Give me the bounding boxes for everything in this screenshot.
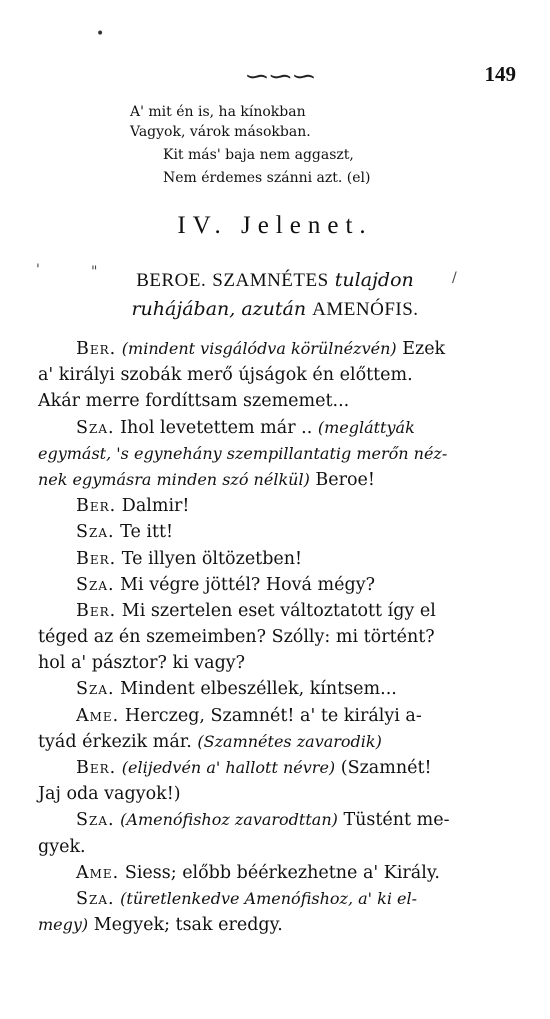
speaker-label: Ber. [76,496,117,517]
dialogue-line [38,572,516,598]
dialogue-block [38,336,516,938]
stage-direction: (elijedvén a' hallott névre) [121,758,336,777]
speaker-label: Sza. [76,679,115,700]
speaker-label: Sza. [76,574,115,595]
dialogue-text: Herczeg, Szamnét! a' te királyi a- [124,705,422,726]
dialogue-line [38,834,516,860]
dialogue-text: Te illyen öltözetben! [121,548,303,569]
dialogue-line [38,912,516,938]
dialogue-line [38,807,516,833]
speaker-label: Sza. [76,522,115,543]
stage-direction: nek egymásra minden szó nélkül) [38,469,310,489]
dialogue-text: gyek. [38,836,86,857]
dialogue-line [38,493,516,519]
dialogue-line [38,860,516,886]
stray-mark-left: ' [36,262,40,278]
dialogue-line [38,650,516,676]
dialogue-text: Tüstént me- [343,810,450,831]
character-name: SZAMNÉTES [212,270,329,291]
dialogue-line [38,519,516,545]
dialogue-line [38,441,516,467]
stage-direction: egymást, 's egynehány szempillantatig merőn néz- [38,443,448,463]
dialogue-text: Beroe! [315,469,375,490]
verse-line: A' mit én is, ha kínokban [130,104,306,120]
stage-note: ruhájában, azután [131,298,307,320]
verse-line: Nem érdemes szánni azt. (el) [163,170,371,186]
stage-direction: (Amenófishoz zavarodttan) [120,810,338,830]
stage-direction: (megláttyák [317,417,415,437]
stray-ink-dot: • [96,26,105,42]
stage-direction: megy) [38,915,89,935]
dialogue-line [38,624,516,650]
speaker-label: Ber. [76,758,117,778]
page-number: 149 [484,62,516,86]
header-ornament: ∽∽∽ [243,62,315,90]
speaker-label: Ber. [76,600,117,621]
speaker-label: Ber. [76,339,117,359]
dialogue-text: Mi végre jöttél? Hová mégy? [120,574,375,595]
dialogue-line [38,781,516,807]
dialogue-text: Ezek [402,339,446,359]
dialogue-line [38,415,516,441]
dialogue-text: (Szamnét! [340,758,432,778]
scene-title: IV. Jelenet. [177,212,373,239]
dialogue-line [38,598,516,624]
dialogue-text: hol a' pásztor? ki vagy? [38,653,246,674]
dialogue-text: Dalmir! [121,496,190,517]
speaker-label: Sza. [76,810,115,831]
speaker-label: Sza. [76,417,115,438]
cast-line-1 [0,266,550,295]
dialogue-text: Akár merre fordíttsam szememet... [38,391,350,412]
cast-line-2 [0,295,550,324]
dialogue-line [38,546,516,572]
speaker-label: Sza. [76,888,115,909]
dialogue-text: Te itt! [120,522,174,543]
dialogue-text: Mindent elbeszéllek, kíntsem... [120,679,397,700]
dialogue-line [38,703,516,729]
dialogue-text: Ihol levetettem már .. [120,417,313,438]
dialogue-text: Megyek; tsak eredgy. [93,915,283,936]
dialogue-text: a' királyi szobák merő újságok én előttem. [38,365,413,386]
speaker-label: Ame. [76,862,120,883]
dialogue-line [38,755,516,781]
character-name: BEROE. [136,270,207,291]
stray-mark-left-2: " [91,264,98,280]
dialogue-line [38,729,516,755]
stage-direction: (Szamnétes zavarodik) [197,731,382,751]
dialogue-line [38,336,516,362]
dialogue-text: Jaj oda vagyok!) [38,784,181,805]
verse-line: Vagyok, várok másokban. [130,124,311,140]
speaker-label: Ber. [76,548,117,569]
stage-direction: (mindent visgálódva körülnézvén) [121,339,397,358]
dialogue-line [38,676,516,702]
dialogue-line [38,362,516,388]
cast-list [0,266,550,324]
dialogue-line [38,388,516,414]
speaker-label: Ame. [76,705,120,726]
dialogue-text: téged az én szemeimben? Szólly: mi történt? [38,627,435,648]
dialogue-line [38,886,516,912]
dialogue-text: Mi szertelen eset változtatott így el [121,600,436,621]
character-name: AMENÓFIS. [312,299,419,320]
dialogue-text: Siess; előbb béérkezhetne a' Király. [124,862,440,883]
stray-mark-right: / [452,270,457,286]
dialogue-line [38,467,516,493]
stage-direction: (türetlenkedve Amenófishoz, a' ki el- [120,888,418,908]
stage-note: tulajdon [334,269,414,291]
dialogue-text: tyád érkezik már. [38,731,192,752]
verse-line: Kit más' baja nem aggaszt, [163,147,354,163]
